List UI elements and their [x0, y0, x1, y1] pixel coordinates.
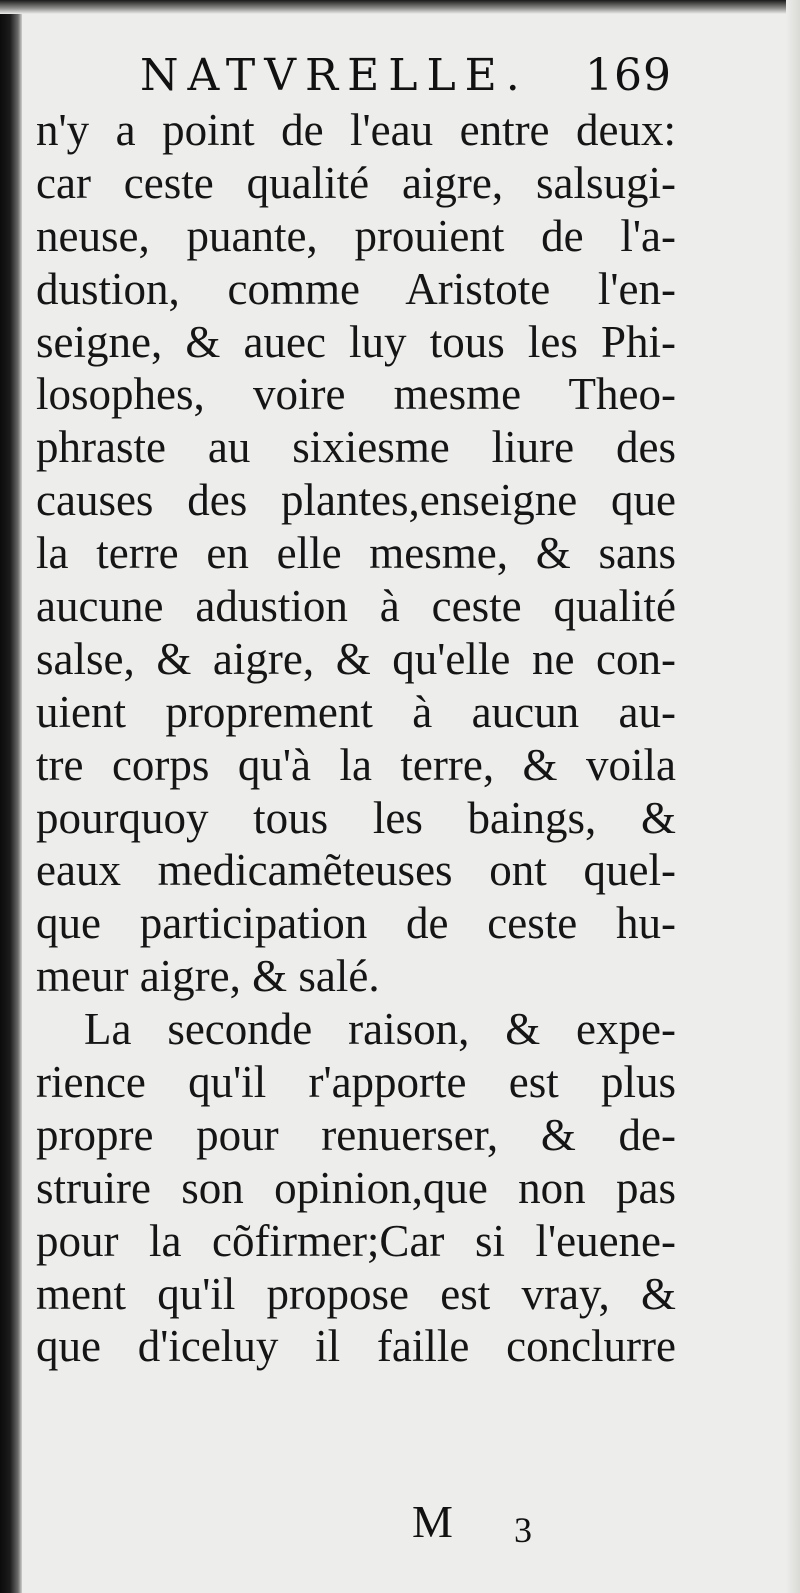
text-line: salse, & aigre, & qu'elle ne con- — [36, 633, 676, 684]
page-right-edge — [786, 0, 800, 1593]
text-line: tre corps qu'à la terre, & voila — [36, 739, 676, 790]
text-line: ment qu'il propose est vray, & — [36, 1268, 676, 1319]
running-head — [140, 42, 672, 106]
text-line: rience qu'il r'apporte est plus — [36, 1057, 676, 1108]
text-line: pourquoy tous les baings, & — [36, 792, 676, 843]
text-line-paragraph-end: meur aigre, & salé. — [36, 951, 380, 1002]
text-line: neuse, puante, prouient de l'a- — [36, 210, 676, 261]
text-line: la terre en elle mesme, & sans — [36, 528, 676, 579]
text-line: seigne, & auec luy tous les Phi- — [36, 316, 676, 367]
signature-letter: M — [412, 1496, 453, 1547]
page-number: 169 — [585, 50, 672, 101]
text-line: losophes, voire mesme Theo- — [36, 369, 676, 420]
running-title: NATVRELLE. — [140, 50, 529, 101]
text-line: struire son opinion,que non pas — [36, 1162, 676, 1213]
page-binding-shadow — [0, 0, 22, 1593]
text-line: pour la cõfirmer;Car si l'euene- — [36, 1215, 676, 1266]
page-top-edge — [0, 0, 800, 14]
text-line: car ceste qualité aigre, salsugi- — [36, 157, 676, 208]
signature-mark — [412, 1494, 562, 1554]
body-text — [36, 104, 676, 1373]
text-line: causes des plantes,enseigne que — [36, 475, 676, 526]
text-line: propre pour renuerser, & de- — [36, 1109, 676, 1160]
text-line: eaux medicamẽteuses ont quel- — [36, 845, 676, 896]
text-line: que participation de ceste hu- — [36, 898, 676, 949]
text-line: dustion, comme Aristote l'en- — [36, 263, 676, 314]
text-line-paragraph-start: La seconde raison, & expe- — [84, 1004, 676, 1055]
text-line: phraste au sixiesme liure des — [36, 422, 676, 473]
text-line: n'y a point de l'eau entre deux: — [36, 105, 676, 155]
text-line: que d'iceluy il faille conclurre — [36, 1321, 676, 1372]
text-line: aucune adustion à ceste qualité — [36, 581, 676, 632]
signature-number: 3 — [514, 1510, 532, 1550]
text-line: uient proprement à aucun au- — [36, 686, 676, 737]
